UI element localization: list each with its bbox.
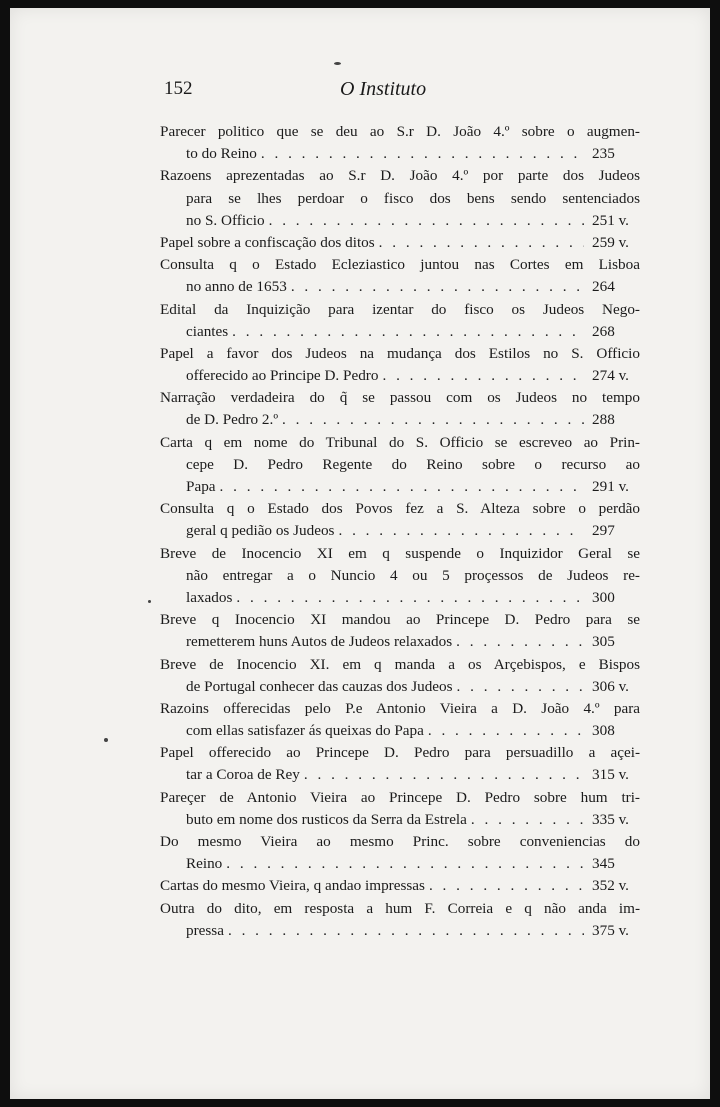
toc-entry [160, 343, 640, 387]
toc-entry [160, 254, 640, 298]
toc-entry-text: de Portugal conhecer das cauzas dos Judeos [186, 677, 453, 695]
toc-entry-text: no S. Officio [186, 211, 265, 229]
folio-reference: 352 v. [592, 877, 629, 895]
toc-entry-text: de D. Pedro 2.º [186, 411, 279, 429]
toc-entry-last-line [160, 232, 640, 254]
toc-entry-last-line [160, 764, 640, 786]
toc-entry-text: Reino [186, 855, 223, 873]
toc-entry-line: Breve q Inocencio XI mandou ao Princepe D. Pedro para se [160, 611, 640, 629]
toc-entry-line: Outra do dito, em resposta a hum F. Correia e q não anda im- [160, 899, 640, 917]
toc-entry-text: ciantes [186, 322, 229, 340]
dot-leader [216, 476, 584, 498]
toc-entry-line: para se lhes perdoar o fisco dos bens sendo sentenciados [186, 189, 640, 207]
toc-entry-line: Breve de Inocencio XI. em q manda a os Arçebispos, e Bispos [160, 655, 640, 673]
toc-entry-line: Papel offerecido ao Princepe D. Pedro para persuadillo a açei- [160, 744, 640, 762]
toc-entry-text: buto em nome dos rusticos da Serra da Estrela [186, 810, 467, 828]
page-header [10, 78, 710, 104]
page-number: 152 [164, 78, 193, 99]
toc-entry [160, 875, 640, 897]
toc-entry-last-line [160, 809, 640, 831]
dot-leader [278, 409, 584, 431]
toc-entry-line: Consulta q o Estado Ecleziastico juntou nas Cortes em Lisboa [160, 256, 640, 274]
toc-entry [160, 543, 640, 610]
folio-reference: 288 [592, 411, 615, 429]
toc-entry [160, 831, 640, 875]
toc-entry-text: pressa [186, 921, 224, 939]
toc-entry-line: Consulta q o Estado dos Povos fez a S. Alteza sobre o perdão [160, 500, 640, 518]
toc-entry-line: Razoens aprezentadas ao S.r D. João 4.º por parte dos Judeos [160, 167, 640, 185]
folio-reference: 251 v. [592, 211, 629, 229]
toc-entry-line: Razoins offerecidas pelo P.e Antonio Vieira a D. João 4.º para [160, 699, 640, 717]
toc-entry-line: Edital da Inquizição para izentar do fisco os Judeos Nego- [160, 300, 640, 318]
toc-entry-last-line [160, 520, 640, 542]
dot-leader [265, 210, 584, 232]
folio-reference: 300 [592, 588, 615, 606]
print-speck [104, 738, 108, 742]
toc-entry-text: Cartas do mesmo Vieira, q andao impressas [160, 877, 425, 895]
toc-entry-line: Pareçer de Antonio Vieira ao Princepe D. Pedro sobre hum tri- [160, 788, 640, 806]
toc-entry-text: com ellas satisfazer ás queixas do Papa [186, 722, 424, 740]
folio-reference: 315 v. [592, 766, 629, 784]
toc-entry-text: to do Reino [186, 145, 257, 163]
dot-leader [334, 520, 584, 542]
toc-entry-last-line [160, 210, 640, 232]
dot-leader [232, 587, 584, 609]
folio-reference: 264 [592, 278, 615, 296]
toc-entry [160, 121, 640, 165]
print-speck [334, 62, 341, 65]
dot-leader [425, 875, 584, 897]
dot-leader [375, 232, 584, 254]
folio-reference: 297 [592, 522, 615, 540]
dot-leader [287, 276, 584, 298]
toc-entry-line: Do mesmo Vieira ao mesmo Princ. sobre conveniencias do [160, 833, 640, 850]
toc-entry-text: Papel sobre a confiscação dos ditos [160, 233, 375, 251]
toc-entry [160, 654, 640, 698]
toc-entry-text: remetterem huns Autos de Judeos relaxados [186, 633, 453, 651]
folio-reference: 268 [592, 322, 615, 340]
book-page [10, 8, 710, 1099]
toc-entry-text: no anno de 1653 [186, 278, 287, 296]
toc-entry-last-line [160, 409, 640, 431]
folio-reference: 375 v. [592, 921, 629, 939]
dot-leader [257, 143, 584, 165]
folio-reference: 305 [592, 633, 615, 651]
toc-entry-last-line [160, 853, 640, 875]
dot-leader [467, 809, 584, 831]
folio-reference: 259 v. [592, 233, 629, 251]
toc-entry-text: geral q pedião os Judeos [186, 522, 335, 540]
folio-reference: 306 v. [592, 677, 629, 695]
dot-leader [378, 365, 584, 387]
dot-leader [222, 853, 584, 875]
toc-entry-last-line [160, 476, 640, 498]
dot-leader [228, 321, 584, 343]
toc-entry-last-line [160, 631, 640, 653]
toc-entry-text: tar a Coroa de Rey [186, 766, 300, 784]
toc-entry-last-line [160, 720, 640, 742]
folio-reference: 235 [592, 145, 615, 163]
folio-reference: 291 v. [592, 478, 629, 495]
toc-entry-line: não entregar a o Nuncio 4 ou 5 proçessos de Judeos re- [186, 566, 640, 584]
toc-entry [160, 432, 640, 499]
toc-entry-line: Carta q em nome do Tribunal do S. Officio se escreveo ao Prin- [160, 433, 640, 451]
toc-entry-last-line [160, 276, 640, 298]
toc-entry-last-line [160, 321, 640, 343]
dot-leader [452, 631, 584, 653]
folio-reference: 274 v. [592, 367, 629, 385]
toc-entry [160, 232, 640, 254]
toc-entry-last-line [160, 920, 640, 942]
dot-leader [424, 720, 584, 742]
toc-entry-last-line [160, 143, 640, 165]
toc-entry [160, 609, 640, 653]
toc-entry [160, 387, 640, 431]
print-speck [148, 600, 151, 603]
toc-entry-line: Narração verdadeira do q̃ se passou com os Judeos no tempo [160, 389, 640, 407]
toc-entry [160, 698, 640, 742]
toc-entry [160, 498, 640, 542]
toc-entry-line: Parecer politico que se deu ao S.r D. João 4.º sobre o augmen- [160, 123, 640, 140]
table-of-contents [160, 121, 640, 942]
toc-entry [160, 742, 640, 786]
toc-entry [160, 165, 640, 232]
dot-leader [453, 676, 584, 698]
folio-reference: 308 [592, 722, 615, 740]
dot-leader [300, 764, 584, 786]
toc-entry-last-line [160, 587, 640, 609]
toc-entry [160, 787, 640, 831]
toc-entry-line: Breve de Inocencio XI em q suspende o Inquizidor Geral se [160, 544, 640, 562]
toc-entry [160, 299, 640, 343]
toc-entry-last-line [160, 875, 640, 897]
toc-entry-last-line [160, 676, 640, 698]
toc-entry-line: Papel a favor dos Judeos na mudança dos Estilos no S. Officio [160, 344, 640, 362]
folio-reference: 335 v. [592, 810, 629, 828]
toc-entry-line: cepe D. Pedro Regente do Reino sobre o recurso ao [186, 455, 640, 473]
toc-entry-last-line [160, 365, 640, 387]
toc-entry-text: offerecido ao Principe D. Pedro [186, 367, 379, 385]
toc-entry-text: laxados [186, 588, 233, 606]
toc-entry [160, 898, 640, 942]
folio-reference: 345 [592, 855, 615, 873]
toc-entry-text: Papa [186, 478, 216, 495]
running-title: O Instituto [340, 78, 427, 100]
dot-leader [224, 920, 584, 942]
